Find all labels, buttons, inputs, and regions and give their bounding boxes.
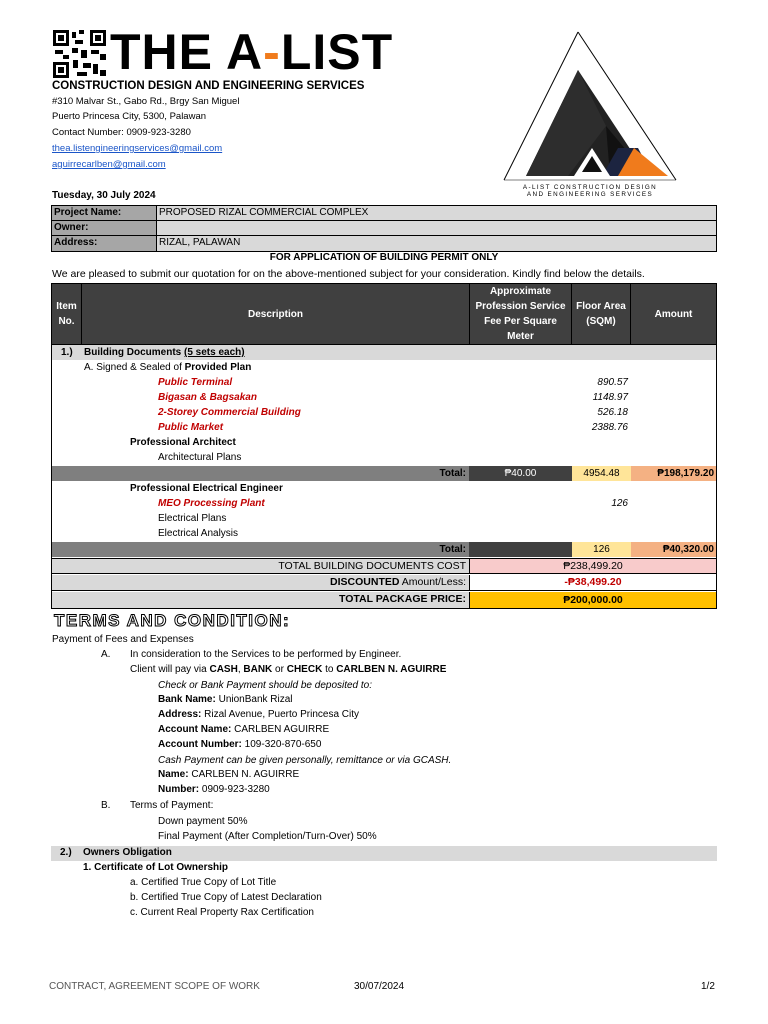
arch-item-row bbox=[52, 375, 716, 390]
project-address-label: Address: bbox=[52, 236, 157, 251]
address-row bbox=[52, 236, 716, 251]
document-date: Tuesday, 30 July 2024 bbox=[52, 190, 156, 201]
elec-analysis-label: Electrical Analysis bbox=[158, 528, 239, 539]
arch-item-name: 2-Storey Commercial Building bbox=[158, 407, 301, 418]
total-2-amount: ₱40,320.00 bbox=[631, 542, 716, 557]
project-name-value: PROPOSED RIZAL COMMERCIAL COMPLEX bbox=[157, 206, 716, 220]
address-line-1: #310 Malvar St., Gabo Rd., Brgy San Miguel bbox=[52, 96, 240, 107]
qr-code bbox=[53, 30, 106, 78]
arch-item-area: 526.18 bbox=[597, 407, 628, 418]
arch-item-row bbox=[52, 420, 716, 435]
term-a-text: In consideration to the Services to be performed by Engineer. bbox=[130, 649, 402, 660]
project-address-value: RIZAL, PALAWAN bbox=[157, 236, 716, 251]
bank-address: Address: Rizal Avenue, Puerto Princesa City bbox=[158, 709, 360, 720]
total-docs-row bbox=[52, 558, 716, 574]
total-docs-value: ₱238,499.20 bbox=[469, 559, 716, 573]
quotation-table-body bbox=[51, 345, 717, 609]
check-note: Check or Bank Payment should be deposited to: bbox=[158, 680, 373, 691]
company-subtitle: CONSTRUCTION DESIGN AND ENGINEERING SERVICES bbox=[52, 80, 365, 92]
section-1-row bbox=[52, 345, 716, 360]
total-1-fee: ₱40.00 bbox=[469, 466, 572, 481]
total-1-label: Total: bbox=[439, 468, 466, 479]
header-item-no: Item No. bbox=[52, 284, 82, 344]
account-number: Account Number: 109-320-870-650 bbox=[158, 739, 322, 750]
arch-plans-label: Architectural Plans bbox=[158, 452, 242, 463]
header-description: Description bbox=[82, 284, 470, 344]
sub-a-row bbox=[52, 360, 716, 375]
total-1-amount: ₱198,179.20 bbox=[631, 466, 716, 481]
purpose-title: FOR APPLICATION OF BUILDING PERMIT ONLY bbox=[269, 252, 499, 263]
owner-row bbox=[52, 221, 716, 236]
certificate-item-b: b. Certified True Copy of Latest Declaration bbox=[130, 892, 322, 903]
prof-elec-row bbox=[52, 481, 716, 496]
certificate-title: 1. Certificate of Lot Ownership bbox=[83, 862, 229, 873]
elec-analysis-row bbox=[52, 526, 716, 541]
address-line-2: Puerto Princesa City, 5300, Palawan bbox=[52, 111, 207, 122]
cash-note: Cash Payment can be given personally, remittance or via GCASH. bbox=[158, 755, 452, 766]
term-b-text: Terms of Payment: bbox=[130, 800, 214, 811]
owner-label: Owner: bbox=[52, 221, 157, 235]
total-1-area: 4954.48 bbox=[572, 466, 631, 481]
arch-item-name: Public Market bbox=[158, 422, 224, 433]
final-payment: Final Payment (After Completion/Turn-Over) 50% bbox=[158, 831, 377, 842]
owner-value bbox=[157, 221, 716, 235]
project-info-table bbox=[51, 205, 717, 252]
total-2-row bbox=[52, 542, 716, 557]
arch-item-row bbox=[52, 405, 716, 420]
package-row bbox=[52, 592, 716, 608]
project-name-row bbox=[52, 206, 716, 221]
payee-name: Name: CARLBEN N. AGUIRRE bbox=[158, 769, 300, 780]
arch-item-area: 1148.97 bbox=[592, 392, 628, 403]
package-value: ₱200,000.00 bbox=[469, 592, 716, 608]
payment-title: Payment of Fees and Expenses bbox=[52, 634, 194, 645]
total-2-label: Total: bbox=[439, 544, 466, 555]
footer-title: CONTRACT, AGREEMENT SCOPE OF WORK bbox=[49, 981, 260, 992]
payee-number: Number: 0909-923-3280 bbox=[158, 784, 270, 795]
section-2-number: 2.) bbox=[60, 847, 72, 858]
header-floor-area: Floor Area (SQM) bbox=[572, 284, 631, 344]
quotation-table-header bbox=[51, 283, 717, 345]
certificate-item-a: a. Certified True Copy of Lot Title bbox=[130, 877, 277, 888]
elec-item-name: MEO Processing Plant bbox=[158, 498, 265, 509]
total-1-row bbox=[52, 466, 716, 481]
arch-item-area: 2388.76 bbox=[591, 422, 628, 433]
elec-plans-row bbox=[52, 511, 716, 526]
company-logo bbox=[498, 30, 688, 200]
header-fee: Approximate Profession Service Fee Per Square Meter bbox=[470, 284, 572, 344]
account-name: Account Name: CARLBEN AGUIRRE bbox=[158, 724, 330, 735]
header-amount: Amount bbox=[654, 308, 693, 320]
logo-caption-2: AND ENGINEERING SERVICES bbox=[526, 191, 654, 198]
total-2-area: 126 bbox=[572, 542, 631, 557]
footer-page-number: 1/2 bbox=[701, 981, 715, 992]
client-payment: Client will pay via CASH, BANK or CHECK to CARLBEN N. AGUIRRE bbox=[130, 664, 447, 675]
footer-date: 30/07/2024 bbox=[354, 981, 405, 992]
email-link-2[interactable]: aguirrecarlben@gmail.com bbox=[52, 159, 166, 170]
certificate-item-c: c. Current Real Property Rax Certification bbox=[130, 907, 314, 918]
arch-item-row bbox=[52, 390, 716, 405]
intro-text: We are pleased to submit our quotation for on the above-mentioned subject for your consideration. Kindly find below the details. bbox=[52, 268, 645, 280]
arch-plans-row bbox=[52, 450, 716, 465]
total-2-fee-cell bbox=[469, 542, 572, 557]
prof-elec-label: Professional Electrical Engineer bbox=[130, 483, 283, 494]
arch-item-area: 890.57 bbox=[597, 377, 628, 388]
down-payment: Down payment 50% bbox=[158, 816, 248, 827]
term-a-label: A. bbox=[101, 649, 111, 660]
discount-row bbox=[52, 575, 716, 591]
discount-value: -₱38,499.20 bbox=[469, 575, 716, 590]
term-b-label: B. bbox=[101, 800, 111, 811]
brand-title: THE A-LIST bbox=[110, 24, 394, 80]
total-docs-label: TOTAL BUILDING DOCUMENTS COST bbox=[278, 560, 466, 572]
prof-arch-row bbox=[52, 435, 716, 450]
prof-arch-label: Professional Architect bbox=[130, 437, 236, 448]
section-1-number: 1.) bbox=[61, 347, 73, 358]
email-link-1[interactable]: thea.listengineeringservices@gmail.com bbox=[52, 143, 223, 154]
section-1-title: Building Documents (5 sets each) bbox=[84, 347, 245, 358]
elec-plans-label: Electrical Plans bbox=[158, 513, 227, 524]
package-label: TOTAL PACKAGE PRICE: bbox=[339, 593, 466, 605]
arch-item-name: Public Terminal bbox=[158, 377, 233, 388]
bank-name: Bank Name: UnionBank Rizal bbox=[158, 694, 293, 705]
discount-label: DISCOUNTED Amount/Less: bbox=[330, 576, 466, 588]
section-2-title: Owners Obligation bbox=[83, 847, 172, 858]
project-name-label: Project Name: bbox=[52, 206, 157, 220]
section-2-row bbox=[51, 846, 717, 861]
elec-item-row bbox=[52, 496, 716, 511]
contact-number: Contact Number: 0909-923-3280 bbox=[52, 127, 191, 138]
terms-title: TERMS AND CONDITION: bbox=[54, 611, 291, 630]
logo-caption-1: A-LIST CONSTRUCTION DESIGN bbox=[522, 184, 658, 191]
arch-item-name: Bigasan & Bagsakan bbox=[158, 392, 257, 403]
elec-item-area: 126 bbox=[611, 498, 628, 509]
sub-a-label: A. Signed & Sealed of Provided Plan bbox=[84, 362, 252, 373]
